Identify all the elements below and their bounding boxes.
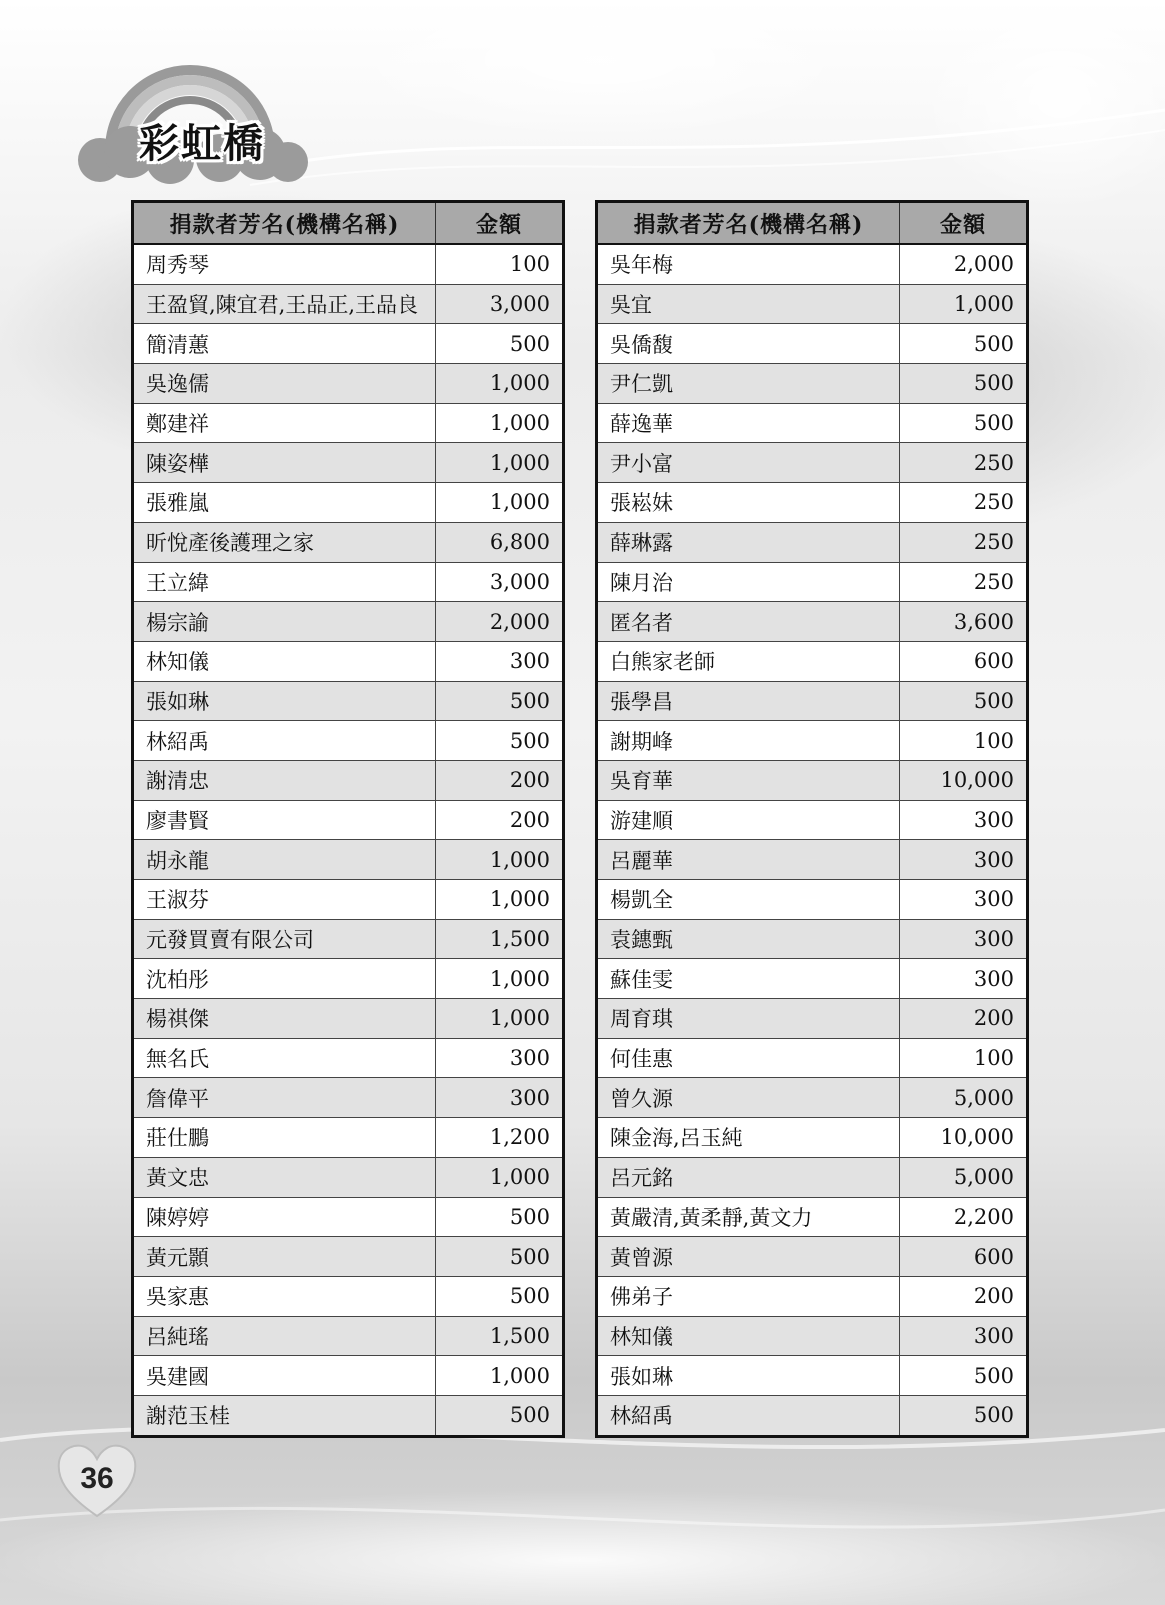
table-row	[597, 602, 1028, 642]
table-row	[597, 959, 1028, 999]
donation-amount: 500	[436, 1237, 564, 1277]
donor-name: 林紹禹	[597, 1395, 900, 1436]
donor-name: 林紹禹	[133, 721, 436, 761]
donation-amount: 1,000	[436, 999, 564, 1039]
donor-name: 無名氏	[133, 1038, 436, 1078]
table-row	[597, 284, 1028, 324]
table-row	[133, 999, 564, 1039]
donation-amount: 300	[900, 959, 1028, 999]
donation-amount: 500	[436, 1395, 564, 1436]
rainbow-bridge-logo	[70, 40, 310, 190]
donor-name: 周秀琴	[133, 244, 436, 284]
donor-name: 林知儀	[133, 641, 436, 681]
donation-amount: 300	[436, 1038, 564, 1078]
table-row	[597, 1356, 1028, 1396]
donation-amount: 6,800	[436, 522, 564, 562]
table-row	[133, 840, 564, 880]
donation-amount: 500	[436, 681, 564, 721]
donor-name: 鄭建祥	[133, 403, 436, 443]
donor-name: 胡永龍	[133, 840, 436, 880]
header-amount: 金額	[900, 202, 1028, 245]
donation-amount: 500	[436, 721, 564, 761]
donor-name: 呂麗華	[597, 840, 900, 880]
table-row	[133, 800, 564, 840]
donor-name: 黃曾源	[597, 1237, 900, 1277]
donation-amount: 1,000	[436, 1356, 564, 1396]
donor-name: 簡清蕙	[133, 324, 436, 364]
donation-amount: 300	[900, 1316, 1028, 1356]
donation-amount: 100	[436, 244, 564, 284]
donation-amount: 1,000	[436, 364, 564, 404]
table-row	[133, 244, 564, 284]
table-row	[133, 1157, 564, 1197]
donor-name: 吳逸儒	[133, 364, 436, 404]
donation-amount: 200	[436, 800, 564, 840]
table-row	[133, 403, 564, 443]
table-row	[597, 483, 1028, 523]
donation-amount: 500	[436, 324, 564, 364]
donor-name: 黃嚴清,黃柔靜,黃文力	[597, 1197, 900, 1237]
donation-amount: 1,000	[436, 443, 564, 483]
table-row	[597, 403, 1028, 443]
donor-name: 尹仁凱	[597, 364, 900, 404]
table-row	[597, 919, 1028, 959]
donor-name: 陳月治	[597, 562, 900, 602]
donation-amount: 500	[900, 364, 1028, 404]
donor-name: 陳婷婷	[133, 1197, 436, 1237]
table-row	[597, 562, 1028, 602]
table-row	[133, 1038, 564, 1078]
donor-name: 王淑芬	[133, 880, 436, 920]
donor-name: 呂純瑤	[133, 1316, 436, 1356]
donation-amount: 300	[900, 800, 1028, 840]
donor-name: 佛弟子	[597, 1276, 900, 1316]
donor-name: 謝清忠	[133, 760, 436, 800]
donor-name: 蘇佳雯	[597, 959, 900, 999]
donation-amount: 500	[900, 403, 1028, 443]
donation-amount: 5,000	[900, 1078, 1028, 1118]
donation-amount: 1,000	[436, 483, 564, 523]
donor-name: 薛琳露	[597, 522, 900, 562]
donation-amount: 500	[900, 324, 1028, 364]
donor-name: 吳建國	[133, 1356, 436, 1396]
donation-amount: 300	[900, 880, 1028, 920]
donation-amount: 200	[900, 1276, 1028, 1316]
table-row	[133, 324, 564, 364]
table-row	[133, 1395, 564, 1436]
donation-amount: 1,000	[436, 959, 564, 999]
donation-amount: 10,000	[900, 760, 1028, 800]
donor-name: 張崧妹	[597, 483, 900, 523]
donor-name: 袁鏸甄	[597, 919, 900, 959]
donor-name: 曾久源	[597, 1078, 900, 1118]
header-amount: 金額	[436, 202, 564, 245]
donor-name: 吳家惠	[133, 1276, 436, 1316]
donor-name: 謝范玉桂	[133, 1395, 436, 1436]
donor-table-right-body	[597, 244, 1028, 1436]
donor-name: 何佳惠	[597, 1038, 900, 1078]
donation-amount: 500	[900, 681, 1028, 721]
donation-amount: 1,500	[436, 919, 564, 959]
donor-name: 元發買賣有限公司	[133, 919, 436, 959]
donation-amount: 1,200	[436, 1118, 564, 1158]
donor-name: 謝期峰	[597, 721, 900, 761]
logo-title: 彩虹橋	[139, 121, 265, 167]
donor-name: 沈柏彤	[133, 959, 436, 999]
table-row	[597, 1157, 1028, 1197]
donor-table-right	[595, 200, 1029, 1438]
donor-name: 游建順	[597, 800, 900, 840]
table-row	[133, 919, 564, 959]
donation-amount: 1,000	[436, 1157, 564, 1197]
donation-amount: 500	[436, 1197, 564, 1237]
donor-name: 楊宗諭	[133, 602, 436, 642]
donation-amount: 3,000	[436, 562, 564, 602]
donation-amount: 300	[436, 1078, 564, 1118]
table-row	[133, 602, 564, 642]
table-row	[133, 880, 564, 920]
table-row	[597, 721, 1028, 761]
donation-amount: 2,000	[900, 244, 1028, 284]
table-row	[597, 1078, 1028, 1118]
donor-name: 黃元顥	[133, 1237, 436, 1277]
table-row	[133, 641, 564, 681]
donation-amount: 500	[436, 1276, 564, 1316]
donor-name: 尹小富	[597, 443, 900, 483]
donation-amount: 250	[900, 522, 1028, 562]
donor-name: 匿名者	[597, 602, 900, 642]
donor-name: 楊凱全	[597, 880, 900, 920]
table-row	[597, 1395, 1028, 1436]
donation-amount: 1,500	[436, 1316, 564, 1356]
table-row	[133, 1197, 564, 1237]
donor-table-left	[131, 200, 565, 1438]
donor-name: 張如琳	[597, 1356, 900, 1396]
table-row	[597, 1237, 1028, 1277]
donor-name: 廖書賢	[133, 800, 436, 840]
table-row	[597, 760, 1028, 800]
table-row	[597, 244, 1028, 284]
donor-name: 陳姿樺	[133, 443, 436, 483]
donor-name: 陳金海,呂玉純	[597, 1118, 900, 1158]
table-row	[597, 443, 1028, 483]
donor-name: 詹偉平	[133, 1078, 436, 1118]
donor-name: 呂元銘	[597, 1157, 900, 1197]
table-row	[133, 1276, 564, 1316]
donation-amount: 300	[436, 641, 564, 681]
table-row	[133, 1237, 564, 1277]
table-row	[133, 1078, 564, 1118]
donation-amount: 600	[900, 1237, 1028, 1277]
table-row	[597, 880, 1028, 920]
table-row	[133, 443, 564, 483]
table-row	[597, 999, 1028, 1039]
page-number: 36	[80, 1462, 114, 1495]
donor-name: 周育琪	[597, 999, 900, 1039]
donor-name: 吳年梅	[597, 244, 900, 284]
donor-table-left-body	[133, 244, 564, 1436]
donation-amount: 3,000	[436, 284, 564, 324]
table-row	[133, 681, 564, 721]
donor-name: 楊祺傑	[133, 999, 436, 1039]
donation-amount: 200	[436, 760, 564, 800]
donor-name: 白熊家老師	[597, 641, 900, 681]
table-row	[133, 760, 564, 800]
header-name: 捐款者芳名(機構名稱)	[597, 202, 900, 245]
donation-amount: 100	[900, 721, 1028, 761]
donation-amount: 500	[900, 1395, 1028, 1436]
donation-amount: 5,000	[900, 1157, 1028, 1197]
donor-name: 張雅嵐	[133, 483, 436, 523]
donation-amount: 2,000	[436, 602, 564, 642]
table-row	[597, 1038, 1028, 1078]
donation-amount: 300	[900, 919, 1028, 959]
table-row	[133, 959, 564, 999]
donor-name: 吳宜	[597, 284, 900, 324]
donation-amount: 10,000	[900, 1118, 1028, 1158]
page-number-badge	[55, 1440, 139, 1520]
donation-amount: 200	[900, 999, 1028, 1039]
table-row	[133, 284, 564, 324]
donor-name: 林知儀	[597, 1316, 900, 1356]
donor-name: 莊仕鵬	[133, 1118, 436, 1158]
table-row	[597, 641, 1028, 681]
table-row	[133, 1118, 564, 1158]
table-row	[133, 364, 564, 404]
donation-amount: 300	[900, 840, 1028, 880]
donation-amount: 2,200	[900, 1197, 1028, 1237]
donation-amount: 250	[900, 483, 1028, 523]
table-row	[133, 522, 564, 562]
table-row	[597, 1118, 1028, 1158]
table-row	[133, 1356, 564, 1396]
donation-amount: 3,600	[900, 602, 1028, 642]
table-row	[597, 1197, 1028, 1237]
donation-amount: 1,000	[900, 284, 1028, 324]
donation-amount: 1,000	[436, 840, 564, 880]
donor-name: 王盈貿,陳宜君,王品正,王品良	[133, 284, 436, 324]
table-row	[133, 721, 564, 761]
donor-name: 吳育華	[597, 760, 900, 800]
table-row	[597, 364, 1028, 404]
table-row	[597, 840, 1028, 880]
donation-amount: 1,000	[436, 880, 564, 920]
donation-amount: 250	[900, 562, 1028, 602]
table-row	[597, 1276, 1028, 1316]
table-row	[597, 681, 1028, 721]
table-row	[597, 324, 1028, 364]
donor-name: 吳僑馥	[597, 324, 900, 364]
table-row	[133, 483, 564, 523]
donation-amount: 500	[900, 1356, 1028, 1396]
table-row	[597, 1316, 1028, 1356]
donor-name: 張學昌	[597, 681, 900, 721]
donor-name: 張如琳	[133, 681, 436, 721]
table-row	[133, 562, 564, 602]
donor-name: 薛逸華	[597, 403, 900, 443]
donor-name: 黃文忠	[133, 1157, 436, 1197]
table-row	[597, 800, 1028, 840]
donation-amount: 100	[900, 1038, 1028, 1078]
donation-amount: 1,000	[436, 403, 564, 443]
donor-name: 昕悅產後護理之家	[133, 522, 436, 562]
donor-name: 王立緯	[133, 562, 436, 602]
header-name: 捐款者芳名(機構名稱)	[133, 202, 436, 245]
donation-amount: 600	[900, 641, 1028, 681]
table-row	[133, 1316, 564, 1356]
donation-amount: 250	[900, 443, 1028, 483]
table-row	[597, 522, 1028, 562]
